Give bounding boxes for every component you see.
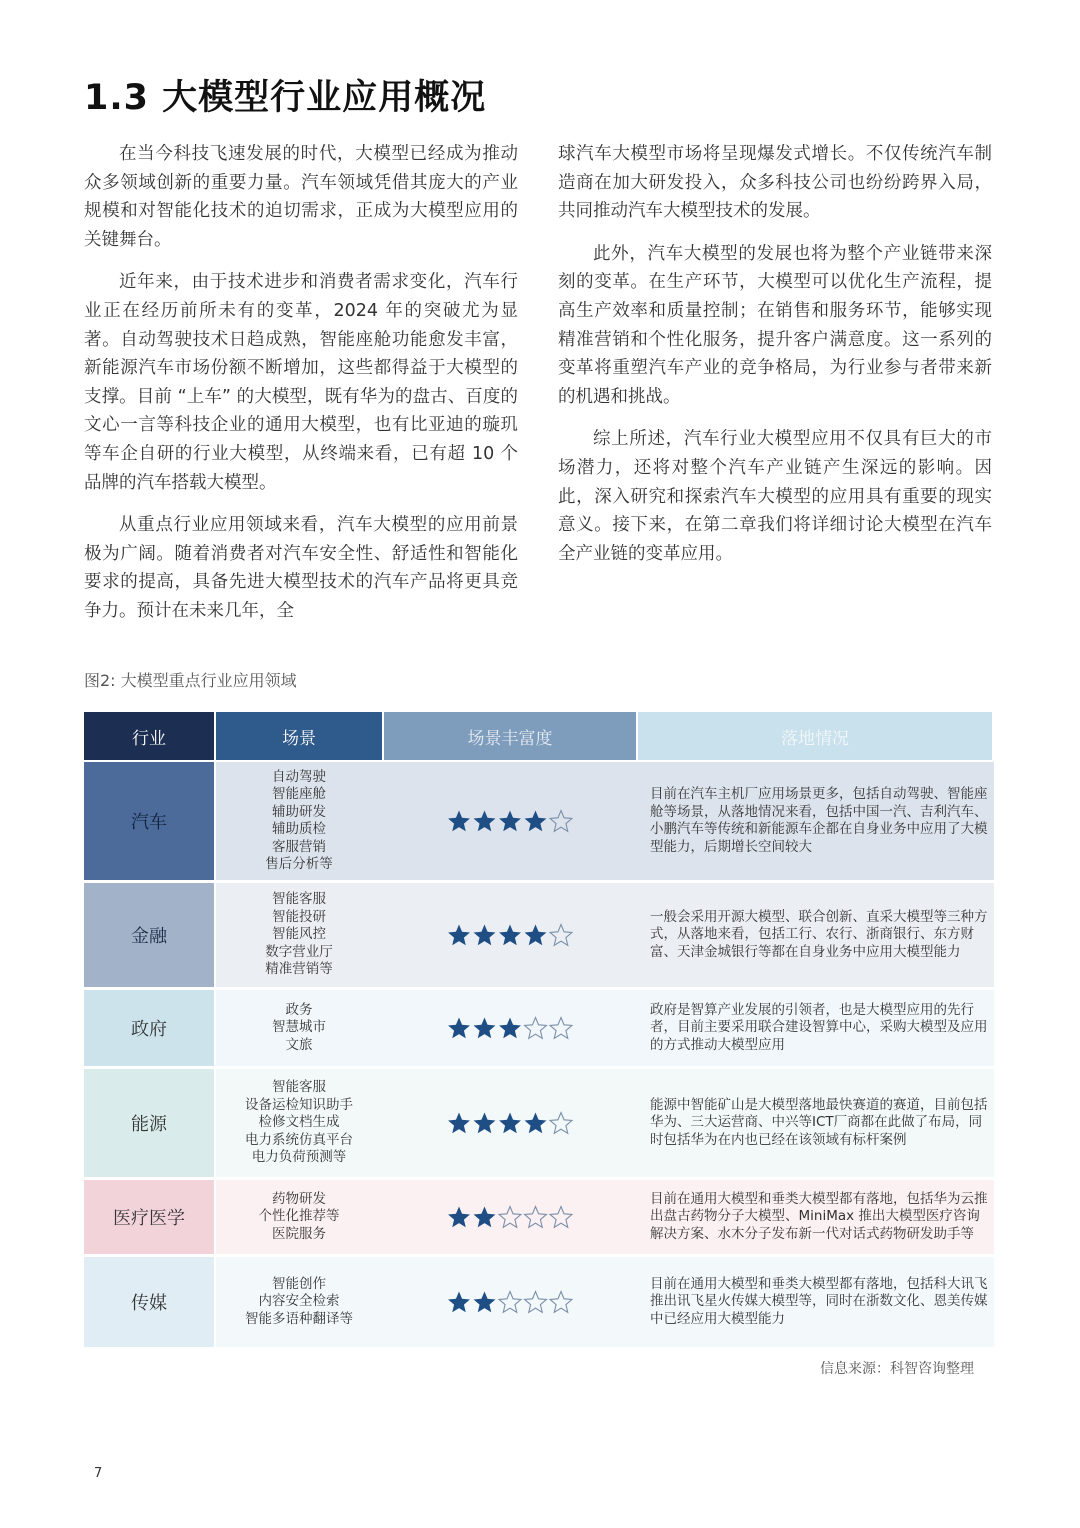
- star-filled-icon: [474, 1018, 496, 1039]
- status-cell: 一般会采用开源大模型、联合创新、直采大模型等三种方式，从落地来看，包括工行、农行、浙商银行、东方财富、天津金城银行等都在自身业务中应用大模型能力: [650, 908, 988, 960]
- header-scene: 场景: [216, 712, 382, 760]
- scene-item: 设备运检知识助手: [245, 1096, 353, 1113]
- industry-table: [84, 712, 994, 1350]
- page-number: 7: [94, 1466, 103, 1481]
- industry-cell: 金融: [84, 883, 214, 987]
- star-filled-icon: [448, 811, 470, 832]
- star-rating: [446, 1015, 574, 1041]
- table-header: [84, 712, 994, 760]
- paragraph: 近年来，由于技术进步和消费者需求变化，汽车行业正在经历前所未有的变革，2024 年的突破尤为显著。自动驾驶技术日趋成熟，智能座舱功能愈发丰富，新能源汽车市场份额不断增加，这些都得益于大模型的支撑。目前 “上车” 的大模型，既有华为的盘古、百度的文心一言等科技企业的通用大模型，也有比亚迪的璇玑等车企自研的行业大模型，从终端来看，已有超 10 个品牌的汽车搭载大模型。: [84, 272, 518, 493]
- industry-cell: 医疗医学: [84, 1180, 214, 1254]
- paragraph: 综上所述，汽车行业大模型应用不仅具有巨大的市场潜力，还将对整个汽车产业链产生深远的影响。因此，深入研究和探索汽车大模型的应用具有重要的现实意义。接下来，在第二章我们将详细讨论大模型在汽车全产业链的变革应用。: [558, 429, 992, 564]
- paragraph: 球汽车大模型市场将呈现爆发式增长。不仅传统汽车制造商在加大研发投入，众多科技公司也纷纷跨界入局，共同推动汽车大模型技术的发展。: [558, 144, 992, 222]
- richness-cell: [384, 1015, 636, 1041]
- status-cell: 目前在通用大模型和垂类大模型都有落地，包括华为云推出盘古药物分子大模型、MiniMax 推出大模型医疗咨询解决方案、水木分子发布新一代对话式药物研发助手等: [650, 1190, 988, 1242]
- star-outline-icon: [550, 811, 572, 832]
- industry-cell: 政府: [84, 990, 214, 1066]
- scene-item: 智慧城市: [272, 1019, 326, 1036]
- scene-item: 智能风控: [272, 926, 326, 943]
- scene-item: 检修文档生成: [258, 1114, 340, 1131]
- left-column: [84, 140, 518, 640]
- scene-cell: [216, 1191, 382, 1244]
- table-row: [84, 990, 994, 1066]
- scene-item: 电力负荷预测等: [251, 1149, 347, 1166]
- star-outline-icon: [525, 1292, 547, 1313]
- star-filled-icon: [448, 1207, 470, 1228]
- scene-item: 客服营销: [272, 838, 326, 855]
- richness-cell: [384, 922, 636, 948]
- star-rating: [446, 1289, 574, 1315]
- scene-item: 自动驾驶: [272, 768, 326, 785]
- scene-item: 数字营业厅: [265, 943, 333, 960]
- star-filled-icon: [448, 1018, 470, 1039]
- star-filled-icon: [525, 811, 547, 832]
- paragraph: 从重点行业应用领域来看，汽车大模型的应用前景极为广阔。随着消费者对汽车安全性、舒适性和智能化要求的提高，具备先进大模型技术的汽车产品将更具竞争力。预计在未来几年，全: [84, 515, 518, 621]
- star-rating: [446, 922, 574, 948]
- star-filled-icon: [448, 1113, 470, 1134]
- status-cell: 目前在汽车主机厂应用场景更多，包括自动驾驶、智能座舱等场景，从落地情况来看，包括中国一汽、吉利汽车、小鹏汽车等传统和新能源车企都在自身业务中应用了大模型能力，后期增长空间较大: [650, 786, 988, 855]
- status-cell: 目前在通用大模型和垂类大模型都有落地，包括科大讯飞推出讯飞星火传媒大模型等，同时在浙数文化、恩美传媒中已经应用大模型能力: [650, 1275, 988, 1327]
- star-outline-icon: [525, 1018, 547, 1039]
- star-filled-icon: [474, 1113, 496, 1134]
- scene-cell: [216, 769, 382, 874]
- scene-item: 精准营销等: [265, 961, 333, 978]
- star-outline-icon: [550, 1207, 572, 1228]
- scene-item: 辅助研发: [272, 803, 326, 820]
- industry-cell: 传媒: [84, 1257, 214, 1347]
- scene-item: 智能多语种翻译等: [245, 1310, 353, 1327]
- header-status: 落地情况: [638, 712, 992, 760]
- header-industry: 行业: [84, 712, 214, 760]
- industry-cell: 能源: [84, 1069, 214, 1177]
- star-rating: [446, 1110, 574, 1136]
- richness-cell: [384, 1204, 636, 1230]
- star-filled-icon: [499, 1018, 521, 1039]
- scene-item: 智能创作: [272, 1275, 326, 1292]
- status-cell: 政府是智算产业发展的引领者，也是大模型应用的先行者，目前主要采用联合建设智算中心，采购大模型及应用的方式推动大模型应用: [650, 1001, 988, 1053]
- star-outline-icon: [499, 1292, 521, 1313]
- scene-item: 辅助质检: [272, 821, 326, 837]
- star-filled-icon: [499, 811, 521, 832]
- star-outline-icon: [499, 1207, 521, 1228]
- scene-item: 电力系统仿真平台: [245, 1131, 353, 1148]
- table-row: [84, 1069, 994, 1177]
- star-outline-icon: [550, 1018, 572, 1039]
- star-outline-icon: [525, 1207, 547, 1228]
- star-filled-icon: [474, 811, 496, 832]
- star-outline-icon: [550, 1113, 572, 1134]
- header-richness: 场景丰富度: [384, 712, 636, 760]
- richness-cell: [384, 1110, 636, 1136]
- star-filled-icon: [474, 925, 496, 946]
- star-filled-icon: [448, 1292, 470, 1313]
- scene-item: 售后分析等: [265, 856, 333, 872]
- scene-cell: [216, 891, 382, 979]
- figure-caption: 图2: 大模型重点行业应用领域: [84, 671, 297, 690]
- scene-item: 内容安全检索: [258, 1293, 340, 1310]
- star-filled-icon: [474, 1292, 496, 1313]
- scene-item: 医院服务: [272, 1225, 326, 1242]
- table-row: [84, 762, 994, 880]
- star-rating: [446, 1204, 574, 1230]
- star-outline-icon: [550, 1292, 572, 1313]
- table-row: [84, 883, 994, 987]
- right-column: [558, 140, 992, 582]
- scene-item: 政务: [285, 1001, 313, 1018]
- section-title: 1.3 大模型行业应用概况: [84, 78, 487, 118]
- scene-item: 文旅: [285, 1036, 313, 1053]
- scene-item: 智能座舱: [272, 786, 326, 802]
- scene-item: 智能投研: [272, 908, 326, 925]
- star-filled-icon: [474, 1207, 496, 1228]
- star-filled-icon: [499, 925, 521, 946]
- table-body: [84, 762, 994, 1347]
- scene-cell: [216, 1002, 382, 1055]
- industry-cell: 汽车: [84, 762, 214, 880]
- source-note: 信息来源：科智咨询整理: [820, 1361, 974, 1377]
- scene-item: 个性化推荐等: [258, 1208, 340, 1225]
- paragraph: 此外，汽车大模型的发展也将为整个产业链带来深刻的变革。在生产环节，大模型可以优化生产流程，提高生产效率和质量控制；在销售和服务环节，能够实现精准营销和个性化服务，提升客户满意度。这一系列的变革将重塑汽车产业的竞争格局，为行业参与者带来新的机遇和挑战。: [558, 243, 992, 407]
- scene-item: 药物研发: [272, 1190, 326, 1207]
- star-filled-icon: [525, 1113, 547, 1134]
- star-filled-icon: [448, 925, 470, 946]
- paragraph: 在当今科技飞速发展的时代，大模型已经成为推动众多领域创新的重要力量。汽车领域凭借其庞大的产业规模和对智能化技术的迫切需求，正成为大模型应用的关键舞台。: [84, 144, 518, 250]
- richness-cell: [384, 1289, 636, 1315]
- star-rating: [446, 808, 574, 834]
- richness-cell: [384, 808, 636, 834]
- table-row: [84, 1257, 994, 1347]
- scene-cell: [216, 1276, 382, 1329]
- table-row: [84, 1180, 994, 1254]
- scene-item: 智能客服: [272, 1079, 326, 1096]
- star-filled-icon: [499, 1113, 521, 1134]
- scene-cell: [216, 1079, 382, 1167]
- scene-item: 智能客服: [272, 891, 326, 908]
- star-filled-icon: [525, 925, 547, 946]
- star-outline-icon: [550, 925, 572, 946]
- status-cell: 能源中智能矿山是大模型落地最快赛道的赛道，目前包括华为、三大运营商、中兴等ICT厂商都在此做了布局，同时包括华为在内也已经在该领域有标杆案例: [650, 1096, 988, 1148]
